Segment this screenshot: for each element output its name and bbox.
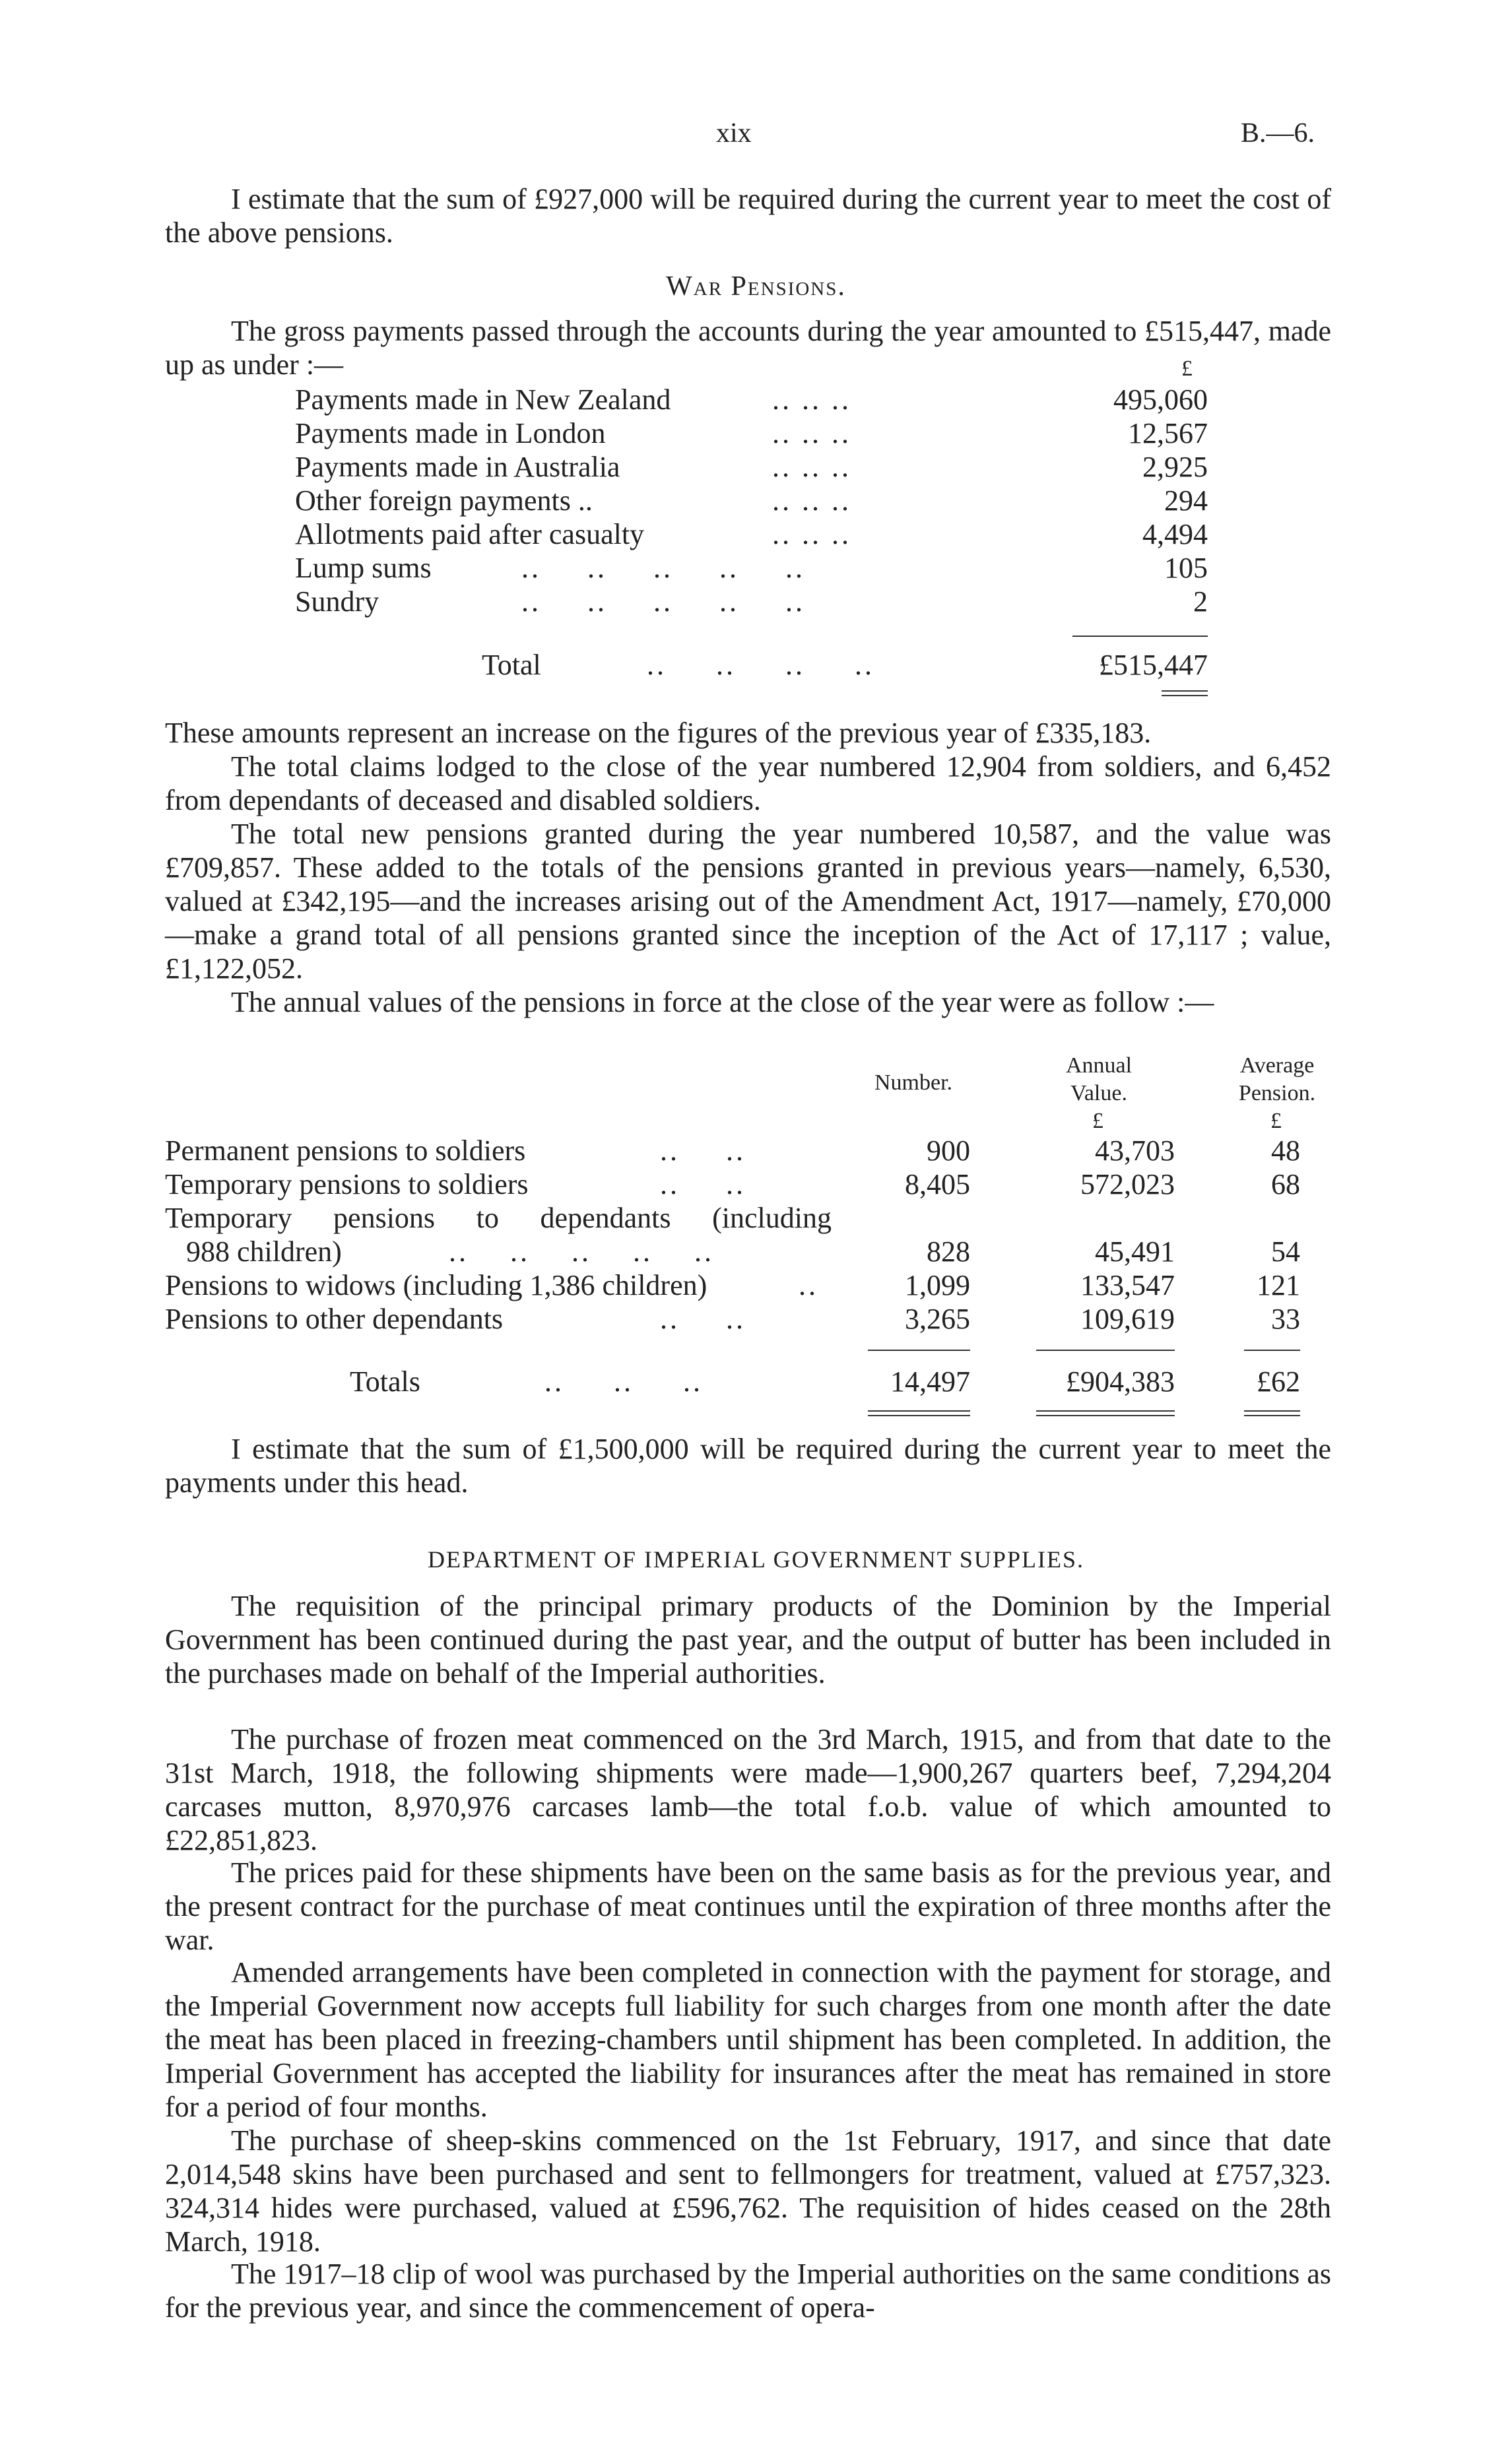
col-header-annual: Annual Value. bbox=[1065, 1053, 1133, 1105]
pension-row-dots: .. .. bbox=[660, 1134, 746, 1167]
pension-row-label: Pensions to other dependants bbox=[165, 1303, 504, 1335]
page-number: xix bbox=[716, 118, 752, 148]
totals-double-rule bbox=[1244, 1415, 1300, 1416]
totals-double-rule bbox=[868, 1410, 970, 1412]
document-reference: B.—6. bbox=[1241, 118, 1315, 148]
payment-row-dots: .. .. .. bbox=[772, 417, 851, 449]
subtotal-rule bbox=[1244, 1350, 1300, 1351]
totals-double-rule bbox=[1036, 1415, 1175, 1416]
payment-row-value: 105 bbox=[1164, 552, 1208, 584]
pension-row-annual: 572,023 bbox=[1080, 1168, 1175, 1200]
pension-totals-annual: £904,383 bbox=[1066, 1365, 1175, 1398]
unit-average: £ bbox=[1270, 1109, 1282, 1133]
pension-row-average: 68 bbox=[1271, 1168, 1300, 1200]
payment-row-label: Allotments paid after casualty bbox=[295, 518, 645, 550]
pension-row-number: 8,405 bbox=[905, 1168, 970, 1200]
war-paragraph-new-pensions: The total new pensions granted during the year numbered 10,587, and the value was £709,857. These added to the totals of the pensions granted in previous years—namely, 6,530, valued at £342,195—and the increases arising out of the Amendment Act, 1917—namely, £70,000—make a grand total of all pensions granted since the inception of the Act of 17,117 ; value, £1,122,052. bbox=[165, 818, 1331, 985]
war-paragraph-annual-values: The annual values of the pensions in force at the close of the year were as follow :— bbox=[231, 986, 1214, 1018]
pension-row-annual: 43,703 bbox=[1095, 1134, 1175, 1167]
payments-total-label: Total bbox=[482, 649, 541, 681]
pension-row-label: Permanent pensions to soldiers bbox=[165, 1134, 526, 1167]
imperial-paragraph-frozen-meat: The purchase of frozen meat commenced on the 3rd March, 1915, and from that date to the 31st March, 1918, the following shipments were made—1,900,267 quarters beef, 7,294,204 carcases mutton, 8,970,976 carcases lamb—the total f.o.b. value of which amounted to £22,851,823. bbox=[165, 1723, 1331, 1856]
imperial-paragraph-requisition: The requisition of the principal primary products of the Dominion by the Imperial Government has been continued during the past year, and the output of butter has been included in the purchases made on behalf of the Imperial authorities. bbox=[165, 1590, 1331, 1689]
pension-row-dots: .. .. bbox=[660, 1168, 746, 1200]
pension-row-number: 3,265 bbox=[905, 1303, 970, 1335]
total-double-rule bbox=[1162, 690, 1208, 692]
payment-row-label: Payments made in London bbox=[295, 417, 606, 449]
payment-row-value: 2,925 bbox=[1142, 451, 1208, 483]
col-header-average: Average Pension. bbox=[1238, 1053, 1316, 1105]
totals-double-rule bbox=[1244, 1410, 1300, 1412]
total-double-rule bbox=[1162, 695, 1208, 696]
payment-row-value: 4,494 bbox=[1142, 518, 1208, 550]
payment-row-label: Payments made in New Zealand bbox=[295, 383, 671, 416]
war-pensions-lead: The gross payments passed through the accounts during the year amounted to £515,447, made up as under :— bbox=[165, 315, 1331, 381]
payment-row-dots: .. .. .. bbox=[772, 451, 851, 483]
currency-header: £ bbox=[1181, 356, 1193, 381]
unit-annual: £ bbox=[1092, 1109, 1103, 1133]
pension-row-number: 900 bbox=[927, 1134, 970, 1167]
pension-row-annual: 45,491 bbox=[1095, 1235, 1175, 1268]
pension-row-label-continued: 988 children) bbox=[186, 1235, 342, 1268]
pension-row-average: 121 bbox=[1257, 1269, 1300, 1301]
col-header-number: Number. bbox=[874, 1070, 953, 1095]
pension-row-dots: .. .. bbox=[660, 1303, 746, 1335]
payment-row-value: 294 bbox=[1164, 484, 1208, 517]
payment-row-label: Sundry bbox=[295, 585, 379, 618]
pension-row-label: Pensions to widows (including 1,386 children) bbox=[165, 1269, 707, 1301]
pension-totals-average: £62 bbox=[1257, 1365, 1300, 1398]
imperial-paragraph-wool: The 1917–18 clip of wool was purchased by the Imperial authorities on the same conditions as for the previous year, and since the commencement of opera- bbox=[165, 2258, 1331, 2324]
pension-totals-dots: .. .. .. bbox=[544, 1365, 703, 1398]
estimate-paragraph: I estimate that the sum of £1,500,000 will be required during the current year to meet the payments under this head. bbox=[165, 1433, 1331, 1499]
payment-row-dots: .. .. .. .. .. bbox=[521, 552, 805, 584]
payment-row-dots: .. .. .. bbox=[772, 383, 851, 416]
payments-total-dots: .. .. .. .. bbox=[647, 649, 874, 681]
pension-totals-number: 14,497 bbox=[890, 1365, 970, 1398]
pension-row-dots: .. bbox=[799, 1269, 818, 1301]
payments-total-value: £515,447 bbox=[1099, 649, 1208, 681]
totals-double-rule bbox=[868, 1415, 970, 1416]
pension-row-label: Temporary pensions to dependants (including bbox=[165, 1202, 832, 1234]
payment-row-label: Lump sums bbox=[295, 552, 432, 584]
pension-row-dots: .. .. .. .. .. bbox=[449, 1235, 714, 1268]
imperial-supplies-heading: DEPARTMENT OF IMPERIAL GOVERNMENT SUPPLIES. bbox=[428, 1546, 1084, 1573]
pension-row-average: 54 bbox=[1271, 1235, 1300, 1268]
imperial-paragraph-prices: The prices paid for these shipments have been on the same basis as for the previous year, and the present contract for the purchase of meat continues until the expiration of three months after the war. bbox=[165, 1856, 1331, 1956]
payment-row-value: 495,060 bbox=[1113, 383, 1208, 416]
imperial-paragraph-sheep-skins: The purchase of sheep-skins commenced on the 1st February, 1917, and since that date 2,014,548 skins have been purchased and sent to fellmongers for treatment, valued at £757,323. 324,314 hides were purchased, valued at £596,762. The requisition of hides ceased on the 28th March, 1918. bbox=[165, 2124, 1331, 2258]
war-paragraph-increase: These amounts represent an increase on the figures of the previous year of £335,183. bbox=[165, 717, 1152, 749]
payment-row-label: Other foreign payments .. bbox=[295, 484, 593, 517]
imperial-paragraph-storage: Amended arrangements have been completed in connection with the payment for storage, and the Imperial Government now accepts full liability for such charges from one month after the date the meat has been placed in freezing-chambers until shipment has been completed. In addition, the Imperial Government has accepted the liability for insurances after the meat has remained in store for a period of four months. bbox=[165, 1956, 1331, 2123]
pension-row-annual: 109,619 bbox=[1080, 1303, 1175, 1335]
subtotal-rule bbox=[868, 1350, 970, 1351]
subtotal-rule bbox=[1036, 1350, 1175, 1351]
pension-totals-label: Totals bbox=[350, 1365, 420, 1398]
payment-row-value: 2 bbox=[1193, 585, 1208, 618]
pension-row-average: 33 bbox=[1271, 1303, 1300, 1335]
pension-row-label: Temporary pensions to soldiers bbox=[165, 1168, 529, 1200]
pension-row-annual: 133,547 bbox=[1080, 1269, 1175, 1301]
intro-paragraph: I estimate that the sum of £927,000 will be required during the current year to meet the cost of the above pensions. bbox=[165, 183, 1331, 249]
pension-row-number: 828 bbox=[927, 1235, 970, 1268]
totals-double-rule bbox=[1036, 1410, 1175, 1412]
payment-row-label: Payments made in Australia bbox=[295, 451, 620, 483]
payment-row-dots: .. .. .. .. .. bbox=[521, 585, 805, 618]
pension-row-number: 1,099 bbox=[905, 1269, 970, 1301]
pension-row-average: 48 bbox=[1271, 1134, 1300, 1167]
payment-row-dots: .. .. .. bbox=[772, 484, 851, 517]
payment-row-value: 12,567 bbox=[1128, 417, 1208, 449]
subtotal-rule bbox=[1072, 636, 1208, 637]
war-pensions-heading: War Pensions. bbox=[666, 271, 846, 302]
payment-row-dots: .. .. .. bbox=[772, 518, 851, 550]
war-paragraph-claims: The total claims lodged to the close of the year numbered 12,904 from soldiers, and 6,452 from dependants of deceased and disabled soldiers. bbox=[165, 750, 1331, 816]
